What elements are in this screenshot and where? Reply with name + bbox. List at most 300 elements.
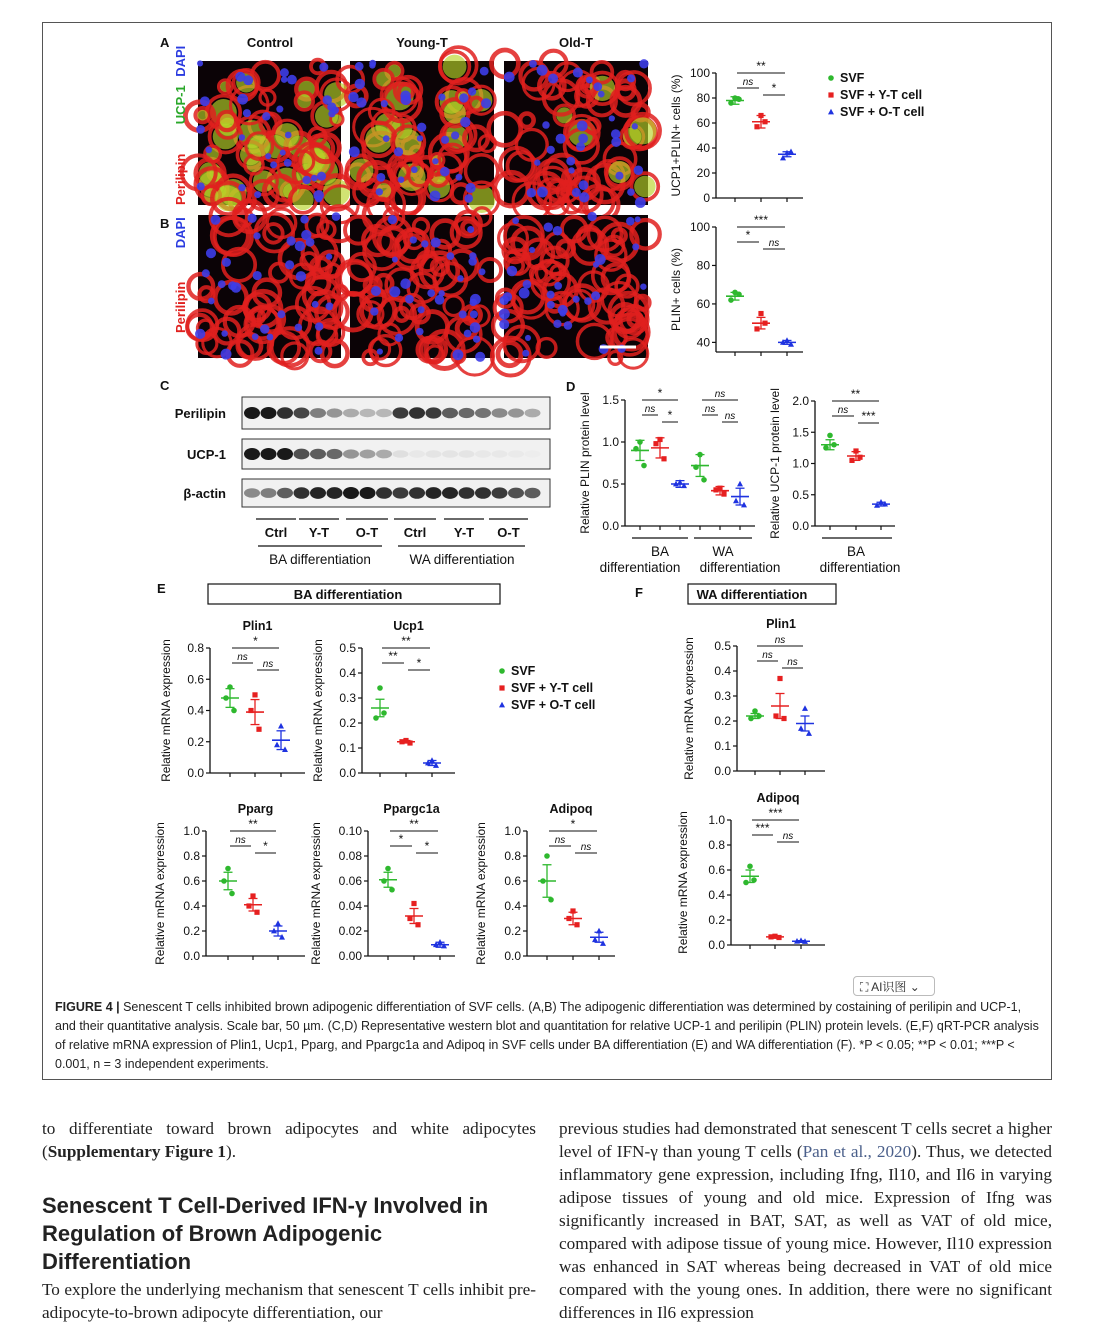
y-tick-label: 0.0 xyxy=(183,949,200,963)
dapi-nucleus xyxy=(537,187,548,198)
blot-band xyxy=(261,448,277,460)
dapi-nucleus xyxy=(270,161,277,168)
dapi-nucleus xyxy=(467,226,474,233)
figure-caption xyxy=(55,998,1045,1074)
dapi-nucleus xyxy=(383,135,390,142)
ucp1-signal xyxy=(297,94,311,108)
y-tick-label: 1.0 xyxy=(792,456,809,471)
data-point xyxy=(377,685,383,691)
blot-band xyxy=(310,408,326,418)
y-tick-label: 0.2 xyxy=(504,924,521,938)
dapi-nucleus xyxy=(276,106,283,113)
blot-band xyxy=(409,450,425,457)
ucp1-signal xyxy=(376,72,391,87)
dapi-nucleus xyxy=(405,295,414,304)
blot-band xyxy=(442,450,458,458)
y-tick-label: 0.4 xyxy=(187,703,204,718)
stain-label: Perilipin xyxy=(173,281,188,333)
lane-label: Ctrl xyxy=(403,525,427,540)
blot-band xyxy=(294,449,310,460)
data-point xyxy=(600,940,606,946)
data-point xyxy=(661,456,666,461)
lane-label: O-T xyxy=(355,525,379,540)
blot-band xyxy=(426,407,442,418)
data-point xyxy=(781,716,786,721)
significance-label: * xyxy=(424,839,430,853)
dapi-nucleus xyxy=(468,257,477,266)
dapi-nucleus xyxy=(468,87,476,95)
data-point xyxy=(677,479,683,485)
dapi-nucleus xyxy=(438,94,445,101)
dapi-nucleus xyxy=(431,238,441,248)
x-group-label: BA xyxy=(846,544,866,559)
dapi-nucleus xyxy=(548,74,558,84)
para-text: to differentiate toward brown adipocytes and white adipocytes ( xyxy=(42,1119,536,1161)
data-point xyxy=(275,920,281,926)
blot-band xyxy=(508,450,524,457)
y-tick-label: 0.4 xyxy=(708,888,725,902)
condition-label: Old-T xyxy=(559,35,593,50)
chart-title: Ucp1 xyxy=(393,619,424,633)
y-axis-label: UCP1+PLIN+ cells (%) xyxy=(669,74,683,197)
dapi-nucleus xyxy=(317,172,326,181)
significance-label: ns xyxy=(742,77,754,88)
dapi-nucleus xyxy=(323,95,332,104)
dapi-nucleus xyxy=(479,268,486,275)
data-point xyxy=(415,922,420,927)
dapi-nucleus xyxy=(579,180,589,190)
blot-band xyxy=(376,409,392,418)
legend-label: SVF xyxy=(511,664,536,678)
dapi-nucleus xyxy=(254,191,261,198)
dapi-nucleus xyxy=(280,68,289,77)
dapi-nucleus xyxy=(370,307,378,315)
blot-band xyxy=(426,450,442,458)
blot-band xyxy=(442,487,458,499)
blot-band xyxy=(492,450,508,457)
data-point xyxy=(381,878,387,884)
data-point xyxy=(798,725,804,731)
significance-label: ** xyxy=(850,387,861,401)
dapi-nucleus xyxy=(635,216,641,222)
ucp1-signal xyxy=(197,110,208,121)
dapi-nucleus xyxy=(553,226,562,235)
y-tick-label: 0.4 xyxy=(714,664,731,678)
legend-marker xyxy=(828,92,833,97)
dapi-nucleus xyxy=(566,157,575,166)
significance-label: ns xyxy=(714,389,726,400)
data-point xyxy=(231,708,237,714)
y-tick-label: 0.5 xyxy=(339,641,356,655)
data-point xyxy=(385,866,391,872)
data-point xyxy=(225,866,231,872)
y-tick-label: 0.6 xyxy=(183,874,200,888)
blot-band xyxy=(409,487,425,499)
significance-label: * xyxy=(398,832,404,846)
dapi-nucleus xyxy=(598,91,605,98)
dapi-nucleus xyxy=(573,68,583,78)
data-point xyxy=(823,445,829,451)
dapi-nucleus xyxy=(280,150,286,156)
ucp1-signal xyxy=(629,117,656,144)
dapi-nucleus xyxy=(432,158,438,164)
dapi-nucleus xyxy=(349,146,360,157)
lane-label: Ctrl xyxy=(264,525,288,540)
y-tick-label: 0.0 xyxy=(714,764,731,778)
dapi-nucleus xyxy=(537,65,548,76)
blot-band xyxy=(376,450,392,459)
dapi-nucleus xyxy=(287,236,296,245)
dapi-nucleus xyxy=(237,94,248,105)
y-tick-label: 1.0 xyxy=(602,435,619,449)
dapi-nucleus xyxy=(639,59,648,68)
y-tick-label: 0.02 xyxy=(338,924,362,938)
dapi-nucleus xyxy=(195,329,205,339)
y-tick-label: 1.5 xyxy=(602,393,619,407)
blot-band xyxy=(310,487,326,499)
dapi-nucleus xyxy=(451,131,459,139)
stain-label: DAPI xyxy=(173,45,188,77)
dapi-nucleus xyxy=(205,147,212,154)
dapi-nucleus xyxy=(430,190,441,201)
significance-label: ns xyxy=(782,831,794,842)
data-point xyxy=(373,715,379,721)
left-column-paragraph-2: To explore the underlying mechanism that senescent T cells inhibit pre-adipocyte-to-brown adipocyte differentiation, our xyxy=(42,1280,536,1322)
dapi-nucleus xyxy=(441,136,449,144)
dapi-nucleus xyxy=(262,112,270,120)
y-tick-label: 1.0 xyxy=(504,824,521,838)
data-point xyxy=(780,155,786,161)
blot-label: UCP-1 xyxy=(186,447,226,462)
dapi-nucleus xyxy=(416,328,424,336)
significance-label: ns xyxy=(644,404,656,415)
dapi-nucleus xyxy=(529,247,535,253)
dapi-nucleus xyxy=(381,100,388,107)
blot-band xyxy=(294,487,310,499)
y-tick-label: 60 xyxy=(696,116,710,130)
y-tick-label: 0.5 xyxy=(714,639,731,653)
dapi-nucleus xyxy=(376,188,383,195)
dapi-nucleus xyxy=(438,290,444,296)
y-tick-label: 0.8 xyxy=(504,849,521,863)
dapi-nucleus xyxy=(635,197,646,208)
dapi-nucleus xyxy=(568,167,574,173)
dapi-nucleus xyxy=(410,236,417,243)
dapi-nucleus xyxy=(221,349,232,360)
dapi-nucleus xyxy=(208,298,215,305)
dapi-nucleus xyxy=(295,241,305,251)
significance-label: ns xyxy=(237,652,248,663)
data-point xyxy=(773,713,778,718)
blot-band xyxy=(508,488,524,499)
data-point xyxy=(762,321,767,326)
blot-band xyxy=(343,487,359,499)
y-tick-label: 0.8 xyxy=(187,641,204,655)
significance-label: * xyxy=(253,634,258,648)
dapi-nucleus xyxy=(534,159,540,165)
y-tick-label: 0.0 xyxy=(602,519,619,533)
data-point xyxy=(693,464,699,470)
dapi-nucleus xyxy=(632,123,638,129)
significance-label: * xyxy=(263,839,268,853)
dapi-nucleus xyxy=(632,243,639,250)
data-point xyxy=(574,922,579,927)
dapi-nucleus xyxy=(411,166,418,173)
stain-label: UCP-1 xyxy=(173,85,188,125)
data-point xyxy=(853,448,858,453)
blot-band xyxy=(360,487,376,499)
blot-band xyxy=(475,450,491,457)
dapi-nucleus xyxy=(586,77,593,84)
dapi-nucleus xyxy=(595,254,606,265)
dapi-nucleus xyxy=(547,291,555,299)
panel-letter-a: A xyxy=(160,35,170,50)
dapi-nucleus xyxy=(253,271,262,280)
data-point xyxy=(857,455,862,460)
dapi-nucleus xyxy=(522,350,529,357)
dapi-nucleus xyxy=(481,98,491,108)
significance-label: ns xyxy=(580,842,592,853)
y-axis-label: Relative PLIN protein level xyxy=(578,392,592,534)
micrograph-young-t-b xyxy=(335,199,501,375)
dapi-nucleus xyxy=(609,115,615,121)
dapi-nucleus xyxy=(398,176,405,183)
data-point xyxy=(768,934,773,939)
significance-label: ns xyxy=(762,650,773,661)
legend-label: SVF + O-T cell xyxy=(511,698,596,712)
significance-label: ** xyxy=(388,649,398,663)
significance-label: ns xyxy=(774,635,786,646)
dapi-nucleus xyxy=(473,336,480,343)
significance-label: ns xyxy=(837,405,849,416)
y-axis-label: PLIN+ cells (%) xyxy=(669,247,683,332)
data-point xyxy=(736,292,742,298)
dapi-nucleus xyxy=(459,93,468,102)
chart-title: Pparg xyxy=(237,802,274,816)
data-point xyxy=(701,477,707,483)
data-point xyxy=(762,119,767,124)
legend-marker xyxy=(499,702,505,708)
data-point xyxy=(637,439,643,445)
data-point xyxy=(752,708,758,714)
significance-label: *** xyxy=(753,213,769,227)
data-point xyxy=(407,916,412,921)
dapi-nucleus xyxy=(312,301,319,308)
dapi-nucleus xyxy=(519,288,530,299)
blot-band xyxy=(343,409,359,418)
dapi-nucleus xyxy=(295,324,303,332)
data-point xyxy=(256,727,261,732)
dapi-nucleus xyxy=(470,322,481,333)
y-tick-label: 0.10 xyxy=(338,824,362,838)
blot-band xyxy=(459,450,475,458)
y-tick-label: 0.08 xyxy=(338,849,362,863)
y-tick-label: 0.2 xyxy=(187,734,204,749)
dapi-nucleus xyxy=(196,125,205,134)
dapi-nucleus xyxy=(332,212,341,221)
y-tick-label: 0.8 xyxy=(708,838,725,852)
dapi-nucleus xyxy=(417,123,426,132)
dapi-nucleus xyxy=(206,248,216,258)
dapi-nucleus xyxy=(578,134,588,144)
blot-band xyxy=(277,407,293,419)
blot-band xyxy=(475,487,491,499)
x-group-label: WA xyxy=(712,544,734,559)
dapi-nucleus xyxy=(200,96,210,106)
dapi-nucleus xyxy=(277,310,285,318)
y-tick-label: 0.00 xyxy=(338,949,362,963)
dapi-nucleus xyxy=(591,291,600,300)
dapi-nucleus xyxy=(615,172,623,180)
y-tick-label: 100 xyxy=(689,220,710,234)
ucp1-signal xyxy=(220,114,234,128)
para-text: ). Thus, we detected inflammatory gene expression, including Ifng, Il10, and Il6 in varying adipose tissues of young and old mice. Expression of Ifng was significantly increased in BAT, SAT, as well as VAT of old mice, compared with adipose tissue of young mice. However, Il10 expression was enhanced in SAT whereas being decreased in VAT of old mice compared with the young ones. In addition, there were no significant differences in Il6 expression xyxy=(559,1142,1053,1322)
dapi-nucleus xyxy=(222,258,231,267)
data-point xyxy=(756,713,762,719)
y-tick-label: 0.0 xyxy=(792,519,809,533)
lane-label: O-T xyxy=(497,525,520,540)
dapi-nucleus xyxy=(306,238,315,247)
data-point xyxy=(733,498,739,504)
dapi-nucleus xyxy=(267,334,274,341)
dapi-nucleus xyxy=(238,184,245,191)
y-tick-label: 2.0 xyxy=(792,394,809,408)
chart-title: Ppargc1a xyxy=(383,802,440,816)
dapi-nucleus xyxy=(377,173,386,182)
blot-band xyxy=(327,408,343,417)
dapi-nucleus xyxy=(281,76,288,83)
dapi-nucleus xyxy=(311,175,318,182)
data-point xyxy=(548,897,554,903)
y-tick-label: 1.0 xyxy=(183,824,200,838)
scan-icon: ⛶ xyxy=(860,980,869,994)
data-point xyxy=(223,695,229,701)
dapi-nucleus xyxy=(559,310,566,317)
dapi-nucleus xyxy=(587,212,596,221)
y-tick-label: 0.0 xyxy=(187,766,204,780)
blot-band xyxy=(244,488,260,498)
dapi-nucleus xyxy=(593,82,602,91)
dapi-nucleus xyxy=(427,289,435,297)
y-tick-label: 0.2 xyxy=(708,913,725,927)
dapi-nucleus xyxy=(499,319,509,329)
dapi-nucleus xyxy=(388,215,397,224)
figure-label: FIGURE 4 | xyxy=(55,1000,120,1014)
condition-label: Young-T xyxy=(396,35,448,50)
dapi-nucleus xyxy=(243,109,251,117)
dapi-nucleus xyxy=(221,330,228,337)
supplementary-link[interactable]: Supplementary Figure 1 xyxy=(47,1142,226,1161)
dapi-nucleus xyxy=(287,75,297,85)
blot-band xyxy=(277,488,293,499)
dapi-nucleus xyxy=(512,217,519,224)
y-tick-label: 0.2 xyxy=(714,714,731,728)
data-point xyxy=(227,684,233,690)
dapi-nucleus xyxy=(435,295,445,305)
y-tick-label: 0.0 xyxy=(339,766,356,780)
y-tick-label: 60 xyxy=(696,296,710,311)
lane-label: Y-T xyxy=(308,525,330,540)
x-group-label: BA xyxy=(650,544,670,559)
significance-label: * xyxy=(667,408,673,422)
panel-header: BA differentiation xyxy=(293,587,403,602)
data-point xyxy=(713,487,718,492)
dapi-nucleus xyxy=(355,62,364,71)
data-point xyxy=(653,441,658,446)
dapi-nucleus xyxy=(460,117,470,127)
chart-title: Adipoq xyxy=(756,791,800,805)
data-point xyxy=(777,676,782,681)
dapi-nucleus xyxy=(253,232,260,239)
significance-label: ns xyxy=(235,835,246,846)
panel-letter-e: E xyxy=(157,581,166,596)
dapi-nucleus xyxy=(577,120,588,131)
panel-letter-f: F xyxy=(635,585,643,600)
ai-image-recognition-button[interactable] xyxy=(853,976,935,996)
chart-title: Adipoq xyxy=(549,802,593,816)
data-point xyxy=(596,928,602,934)
dapi-nucleus xyxy=(457,275,463,281)
y-axis-label: Relative mRNA expression xyxy=(682,637,696,780)
significance-label: *** xyxy=(768,806,783,820)
y-tick-label: 0.2 xyxy=(339,716,356,730)
blot-band xyxy=(492,408,508,418)
dapi-nucleus xyxy=(371,286,381,296)
y-tick-label: 0.6 xyxy=(708,863,725,877)
legend-label: SVF + Y-T cell xyxy=(840,88,923,102)
data-point xyxy=(229,891,235,897)
legend-marker xyxy=(499,685,504,690)
data-point xyxy=(697,452,703,458)
dapi-nucleus xyxy=(296,271,306,281)
dapi-nucleus xyxy=(239,134,245,140)
x-group-label: differentiation xyxy=(819,560,901,575)
dapi-nucleus xyxy=(400,278,411,289)
chart-title: Plin1 xyxy=(766,617,796,631)
dapi-nucleus xyxy=(547,301,555,309)
stain-label: DAPI xyxy=(173,217,188,249)
dapi-nucleus xyxy=(640,283,646,289)
dapi-nucleus xyxy=(556,134,566,144)
blot-band xyxy=(508,408,524,417)
citation-link[interactable]: Pan et al., 2020 xyxy=(802,1142,912,1161)
dapi-nucleus xyxy=(452,349,463,360)
dapi-nucleus xyxy=(326,253,332,259)
dapi-nucleus xyxy=(576,142,585,151)
y-tick-label: 0 xyxy=(703,191,710,205)
dapi-nucleus xyxy=(315,347,323,355)
micrograph-control-a xyxy=(182,60,359,223)
y-tick-label: 80 xyxy=(696,91,710,105)
data-point xyxy=(743,880,749,886)
panel-header: WA differentiation xyxy=(696,587,808,602)
legend-marker xyxy=(828,75,834,81)
data-point xyxy=(544,853,550,859)
dapi-nucleus xyxy=(284,159,292,167)
micrograph-young-t-a xyxy=(337,47,499,223)
significance-label: ns xyxy=(724,411,736,422)
dapi-nucleus xyxy=(211,215,221,225)
data-point xyxy=(566,916,571,921)
para-text: previous studies had demonstrated that senescent T cells secret a higher level of IFN-γ than young T cells ( xyxy=(559,1119,1052,1161)
significance-label: ** xyxy=(248,817,258,831)
dapi-nucleus xyxy=(319,62,328,71)
para-text: ). xyxy=(225,1142,237,1161)
dapi-nucleus xyxy=(369,62,375,68)
data-point xyxy=(754,124,759,129)
y-tick-label: 0.04 xyxy=(338,899,362,913)
stain-label: Perilipin xyxy=(173,153,188,205)
